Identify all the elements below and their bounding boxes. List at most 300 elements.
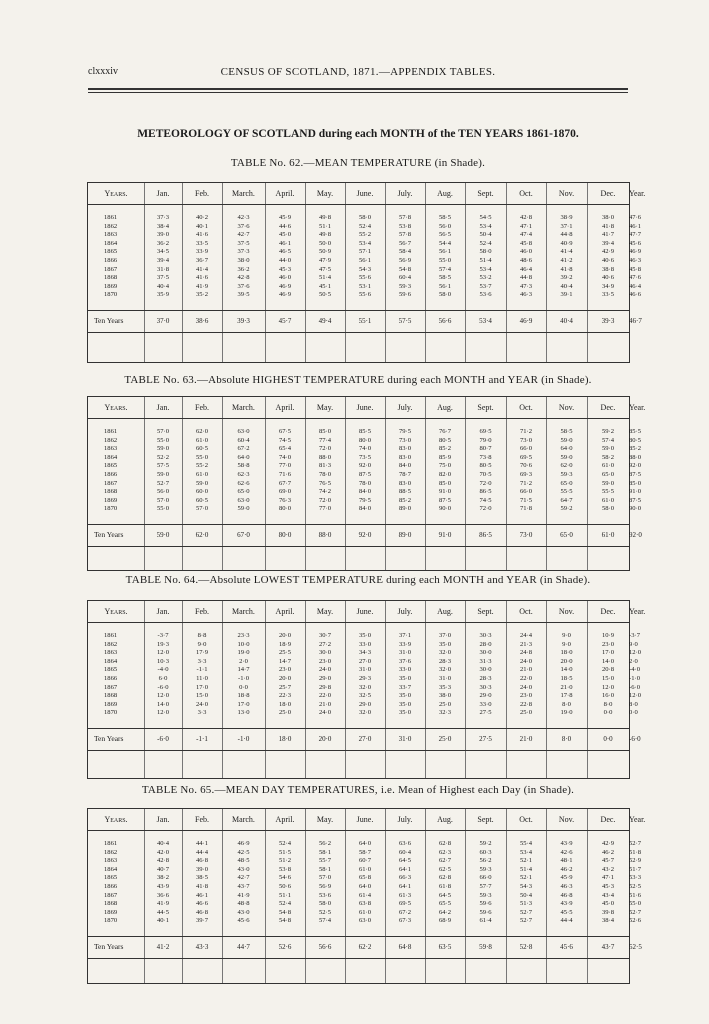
value-cell: 35·0	[398, 692, 412, 700]
value-cell: 51·8	[629, 848, 642, 856]
value-cell: 19·3	[156, 640, 170, 648]
value-cell: 50·9	[318, 248, 332, 256]
value-cell: 74·0	[358, 445, 372, 453]
value-cell: 52·4	[479, 239, 492, 247]
value-cell: 58·1	[318, 848, 332, 856]
value-cell: 61·0	[358, 865, 372, 873]
value-cell: 59·2	[479, 840, 492, 847]
value-cell: 42·6	[560, 848, 573, 856]
value-cell: 23·0	[318, 657, 332, 665]
value-cell: 52·6	[629, 917, 642, 925]
value-cell: 50·4	[519, 891, 533, 899]
value-cell: 29·0	[479, 692, 492, 700]
value-cell: 63·0	[358, 917, 372, 925]
value-cell: 39·8	[601, 908, 615, 916]
value-cell: 39·1	[560, 291, 573, 299]
total-cell: 41·2	[156, 943, 170, 951]
value-cell: 20·0	[560, 657, 573, 665]
column-header: Year.	[629, 607, 646, 616]
total-cell: 57·5	[398, 317, 412, 325]
value-cell: 37·0	[438, 632, 452, 639]
value-cell: 62·3	[237, 471, 250, 478]
value-cell: 40·6	[601, 257, 615, 264]
value-cell: 87·5	[629, 471, 642, 478]
value-cell: 56·1	[438, 282, 452, 290]
total-cell: 46·9	[519, 317, 533, 325]
value-cell: 33·0	[358, 640, 372, 648]
value-cell: 24·0	[519, 657, 533, 665]
value-cell: 48·1	[560, 857, 573, 865]
column-header: Sept.	[477, 403, 494, 412]
value-cell: 58·5	[560, 428, 573, 435]
value-cell: 51·7	[629, 865, 642, 873]
year-cell: 1863	[104, 231, 118, 239]
value-cell: 11·0	[196, 675, 208, 682]
value-cell: 31·8	[156, 265, 170, 273]
value-cell: 23·0	[278, 666, 292, 674]
value-cell: 12·0	[601, 683, 615, 691]
total-cell: 37·0	[156, 317, 170, 325]
total-cell: 25·0	[438, 735, 452, 743]
year-cell: 1865	[104, 666, 118, 674]
value-cell: 90·0	[438, 505, 452, 513]
column-header: Years.	[104, 607, 128, 616]
table-row	[88, 649, 642, 658]
value-cell: 43·9	[560, 900, 573, 908]
total-cell: 46·7	[629, 317, 642, 325]
value-cell: 57·0	[156, 428, 170, 435]
table-row	[88, 857, 642, 866]
column-header: Oct.	[519, 815, 533, 824]
value-cell: 64·1	[398, 865, 412, 873]
value-cell: 43·9	[560, 840, 573, 847]
value-cell: 2·0	[239, 657, 248, 665]
value-cell: 59·3	[560, 471, 573, 478]
value-cell: 72·0	[318, 445, 332, 453]
value-cell: 54·8	[278, 917, 292, 925]
value-cell: 17·0	[601, 649, 615, 657]
value-cell: 62·7	[438, 857, 452, 865]
column-header: Dec.	[600, 189, 616, 198]
table-row	[88, 445, 642, 454]
value-cell: 92·0	[358, 462, 372, 470]
column-header: May.	[316, 189, 334, 198]
value-cell: 59·0	[156, 471, 170, 478]
value-cell: 48·6	[519, 257, 533, 264]
value-cell: 79·5	[398, 428, 412, 435]
year-cell: 1863	[104, 857, 118, 865]
value-cell: 13·0	[237, 709, 250, 717]
total-cell: 62·0	[195, 531, 209, 539]
year-cell: 1866	[104, 883, 118, 890]
value-cell: 55·6	[358, 291, 372, 299]
value-cell: 42·3	[237, 214, 250, 221]
value-cell: 38·0	[438, 692, 452, 700]
value-cell: 85·5	[358, 428, 372, 435]
value-cell: 88·5	[398, 488, 412, 496]
value-cell: 24·4	[519, 632, 533, 639]
value-cell: 3·3	[197, 657, 207, 665]
value-cell: 52·7	[519, 908, 533, 916]
value-cell: 23·0	[601, 640, 615, 648]
year-cell: 1863	[104, 649, 118, 657]
value-cell: 41·9	[156, 900, 170, 908]
column-header: Feb.	[195, 189, 209, 198]
value-cell: 33·0	[479, 700, 492, 708]
table-row	[88, 436, 642, 446]
value-cell: 46·3	[519, 291, 533, 299]
value-cell: 50·5	[318, 291, 332, 299]
column-header: Jan.	[156, 189, 170, 198]
year-cell: 1866	[104, 675, 118, 682]
value-cell: 61·4	[358, 891, 372, 899]
value-cell: 27·2	[318, 640, 332, 648]
value-cell: 53·3	[629, 874, 642, 882]
year-cell: 1869	[104, 496, 118, 504]
value-cell: 46·1	[278, 239, 292, 247]
value-cell: 30·7	[318, 632, 332, 639]
value-cell: 12·0	[156, 692, 170, 700]
value-cell: 51·6	[629, 891, 642, 899]
value-cell: 85·2	[629, 445, 642, 453]
table-row	[88, 428, 642, 437]
value-cell: 63·0	[237, 496, 250, 504]
value-cell: 54·8	[278, 908, 292, 916]
value-cell: 60·4	[237, 436, 250, 444]
value-cell: 56·0	[438, 222, 452, 230]
value-cell: 53·7	[479, 282, 492, 290]
value-cell: 24·0	[519, 683, 533, 691]
value-cell: 55·6	[358, 274, 372, 282]
value-cell: 44·8	[560, 231, 573, 239]
value-cell: 8·0	[629, 700, 638, 708]
value-cell: 56·7	[398, 239, 412, 247]
value-cell: 35·2	[195, 291, 209, 299]
value-cell: 14·0	[156, 700, 170, 708]
column-header: Sept.	[477, 607, 494, 616]
value-cell: 85·9	[438, 453, 452, 461]
value-cell: 66·3	[398, 874, 412, 882]
value-cell: 35·0	[398, 675, 412, 682]
total-cell: -6·0	[157, 735, 169, 743]
total-cell: 53·4	[479, 317, 492, 325]
totals-bottom-rule	[88, 332, 629, 333]
totals-separator	[88, 728, 629, 729]
value-cell: 55·2	[358, 231, 372, 239]
total-cell: 55·1	[358, 317, 372, 325]
value-cell: 58·0	[318, 900, 332, 908]
value-cell: 64·5	[438, 891, 452, 899]
value-cell: 46·5	[278, 248, 292, 256]
value-cell: 91·0	[438, 488, 452, 496]
value-cell: 55·0	[629, 900, 642, 908]
total-cell: -6·0	[629, 735, 641, 743]
total-cell: -1·1	[196, 735, 208, 743]
value-cell: 80·5	[629, 436, 642, 444]
column-header: March.	[232, 607, 255, 616]
value-cell: 85·0	[438, 479, 452, 487]
total-cell: 45·6	[560, 943, 573, 951]
value-cell: 88·0	[318, 453, 332, 461]
value-cell: 14·7	[237, 666, 250, 674]
value-cell: 58·4	[398, 248, 412, 256]
value-cell: 25·0	[278, 709, 292, 717]
value-cell: 45·6	[629, 239, 642, 247]
value-cell: 44·5	[156, 908, 170, 916]
value-cell: 36·2	[156, 239, 170, 247]
value-cell: 46·9	[629, 248, 642, 256]
year-cell: 1868	[104, 692, 118, 700]
year-cell: 1869	[104, 700, 118, 708]
value-cell: 40·4	[156, 282, 170, 290]
value-cell: 59·6	[479, 908, 492, 916]
value-cell: 8·8	[197, 632, 207, 639]
value-cell: 0·0	[629, 709, 638, 717]
value-cell: 42·9	[601, 248, 615, 256]
value-cell: 21·0	[318, 700, 332, 708]
value-cell: 47·1	[601, 874, 615, 882]
value-cell: 46·6	[195, 900, 209, 908]
value-cell: 45·7	[601, 857, 615, 865]
table-row	[88, 632, 640, 641]
totals-row	[88, 315, 642, 327]
value-cell: 55·4	[519, 840, 533, 847]
column-header: Jan.	[156, 607, 170, 616]
value-cell: 66·0	[479, 874, 492, 882]
column-header: June.	[356, 607, 374, 616]
value-cell: 41·2	[560, 257, 573, 264]
year-cell: 1865	[104, 874, 118, 882]
value-cell: 54·6	[278, 874, 292, 882]
value-cell: 53·2	[479, 274, 492, 282]
value-cell: 41·8	[195, 883, 209, 890]
value-cell: 42·5	[237, 848, 250, 856]
value-cell: 58·0	[601, 505, 615, 513]
value-cell: 66·0	[519, 488, 533, 496]
value-cell: 73·8	[479, 453, 492, 461]
column-header: Aug.	[437, 815, 453, 824]
value-cell: 53·4	[479, 265, 492, 273]
value-cell: 31·0	[398, 649, 412, 657]
value-cell: 38·0	[237, 257, 250, 264]
value-cell: 47·9	[318, 257, 332, 264]
totals-separator	[88, 524, 629, 525]
value-cell: 19·0	[237, 649, 250, 657]
total-cell: 43·3	[195, 943, 209, 951]
value-cell: 2·0	[629, 657, 638, 665]
column-header: Oct.	[519, 403, 533, 412]
value-cell: 51·5	[278, 848, 292, 856]
value-cell: 56·9	[318, 883, 332, 890]
column-header: May.	[316, 815, 334, 824]
year-cell: 1868	[104, 900, 118, 908]
value-cell: 45·0	[601, 900, 615, 908]
value-cell: 84·0	[358, 505, 372, 513]
value-cell: 56·0	[156, 488, 170, 496]
column-header: Oct.	[519, 189, 533, 198]
value-cell: 62·0	[560, 462, 573, 470]
value-cell: 71·2	[519, 428, 533, 435]
value-cell: 41·4	[560, 248, 573, 256]
value-cell: 38·8	[601, 265, 615, 273]
value-cell: 50·4	[479, 231, 492, 239]
total-cell: 65·0	[560, 531, 573, 539]
value-cell: 24·0	[318, 666, 332, 674]
column-header: April.	[275, 815, 295, 824]
value-cell: 18·0	[560, 649, 573, 657]
value-cell: 23·3	[237, 632, 250, 639]
value-cell: 30·0	[318, 649, 332, 657]
value-cell: 60·7	[358, 857, 372, 865]
value-cell: 61·4	[479, 917, 492, 925]
total-cell: 91·0	[438, 531, 452, 539]
value-cell: 38·5	[195, 874, 209, 882]
column-header: Years.	[104, 189, 128, 198]
value-cell: 76·7	[438, 428, 452, 435]
column-header: March.	[232, 403, 255, 412]
value-cell: 31·3	[479, 657, 492, 665]
value-cell: 37·6	[237, 282, 250, 290]
value-cell: 53·8	[398, 222, 412, 230]
value-cell: 20·0	[278, 632, 292, 639]
value-cell: 53·8	[278, 865, 292, 873]
value-cell: 37·1	[560, 222, 573, 230]
column-header: Nov.	[558, 189, 575, 198]
value-cell: 46·9	[278, 282, 292, 290]
value-cell: 72·0	[479, 505, 492, 513]
value-cell: 58·2	[601, 453, 615, 461]
value-cell: 47·7	[629, 231, 642, 239]
value-cell: 39·4	[156, 257, 170, 264]
value-cell: 74·5	[278, 436, 292, 444]
value-cell: 15·0	[601, 675, 615, 682]
value-cell: 62·8	[438, 874, 452, 882]
column-header: Jan.	[156, 815, 170, 824]
table-row	[88, 692, 642, 701]
value-cell: 14·7	[278, 657, 292, 665]
value-cell: 83·0	[398, 445, 412, 453]
value-cell: 73·0	[519, 436, 533, 444]
value-cell: 57·4	[438, 265, 452, 273]
value-cell: 44·6	[278, 222, 292, 230]
value-cell: 67·2	[398, 908, 412, 916]
value-cell: 89·0	[398, 505, 412, 513]
value-cell: 0·0	[603, 709, 613, 717]
table-row	[88, 248, 642, 257]
value-cell: 25·7	[278, 683, 292, 691]
totals-label: Ten Years	[94, 734, 124, 743]
column-header: Year.	[629, 189, 646, 198]
value-cell: 0·0	[239, 683, 248, 691]
value-cell: 60·3	[479, 848, 492, 856]
value-cell: 57·0	[195, 505, 209, 513]
value-cell: 67·7	[278, 479, 292, 487]
year-cell: 1867	[104, 265, 118, 273]
total-cell: 43·7	[601, 943, 615, 951]
value-cell: 35·9	[156, 291, 170, 299]
value-cell: 20·8	[601, 666, 615, 674]
column-header: Aug.	[437, 189, 453, 198]
value-cell: 65·8	[358, 874, 372, 882]
value-cell: 53·1	[358, 282, 372, 290]
value-cell: 51·2	[278, 857, 292, 865]
value-cell: 54·8	[398, 265, 412, 273]
value-cell: 77·0	[318, 505, 332, 513]
value-cell: 44·1	[195, 840, 209, 847]
table-header-row	[88, 601, 646, 623]
column-header: Nov.	[558, 403, 575, 412]
value-cell: 52·7	[156, 479, 170, 487]
value-cell: 52·4	[358, 222, 372, 230]
table-row	[88, 257, 642, 266]
value-cell: 32·0	[438, 649, 452, 657]
value-cell: 40·1	[195, 222, 209, 230]
value-cell: 39·5	[237, 291, 250, 299]
value-cell: 21·0	[519, 666, 533, 674]
value-cell: 54·3	[519, 883, 533, 890]
value-cell: 41·9	[195, 282, 209, 290]
table-header-row	[88, 397, 646, 419]
total-cell: 59·0	[156, 531, 170, 539]
value-cell: 64·5	[398, 857, 412, 865]
value-cell: 65·0	[560, 479, 573, 487]
year-cell: 1862	[104, 640, 118, 648]
value-cell: 37·6	[237, 222, 250, 230]
value-cell: 18·0	[278, 700, 292, 708]
value-cell: 17·0	[237, 700, 250, 708]
value-cell: 24·8	[519, 649, 533, 657]
value-cell: 9·0	[629, 640, 638, 648]
table-row	[88, 874, 642, 883]
value-cell: 87·5	[358, 471, 372, 478]
table-row	[88, 683, 640, 693]
value-cell: 88·0	[629, 453, 642, 461]
value-cell: 45·8	[629, 265, 642, 273]
table-row	[88, 917, 642, 926]
value-cell: 34·5	[156, 248, 170, 256]
table-row	[88, 640, 638, 650]
year-cell: 1870	[104, 709, 118, 717]
value-cell: 54·3	[358, 265, 372, 273]
column-header: July.	[397, 189, 413, 198]
totals-bottom-rule	[88, 958, 629, 959]
total-cell: 92·0	[358, 531, 372, 539]
value-cell: 19·0	[560, 709, 573, 717]
value-cell: 40·7	[156, 865, 170, 873]
value-cell: 60·4	[398, 848, 412, 856]
table-row	[88, 214, 642, 223]
value-cell: 82·0	[438, 471, 452, 478]
value-cell: 30·3	[479, 683, 492, 691]
value-cell: 9·0	[562, 640, 571, 648]
value-cell: 42·8	[519, 214, 533, 221]
total-cell: 20·0	[318, 735, 332, 743]
value-cell: 67·2	[237, 445, 250, 453]
value-cell: 45·3	[601, 883, 615, 890]
table-row	[88, 865, 642, 875]
value-cell: 77·0	[278, 462, 292, 470]
value-cell: 61·0	[195, 436, 209, 444]
value-cell: 55·0	[195, 453, 209, 461]
table-row	[88, 657, 638, 667]
value-cell: 80·7	[479, 445, 492, 453]
column-header: April.	[275, 189, 295, 198]
value-cell: 57·0	[318, 874, 332, 882]
value-cell: 57·0	[156, 496, 170, 504]
value-cell: 15·0	[195, 692, 209, 700]
value-cell: 78·7	[398, 471, 412, 478]
header-rule-thin	[88, 92, 628, 93]
